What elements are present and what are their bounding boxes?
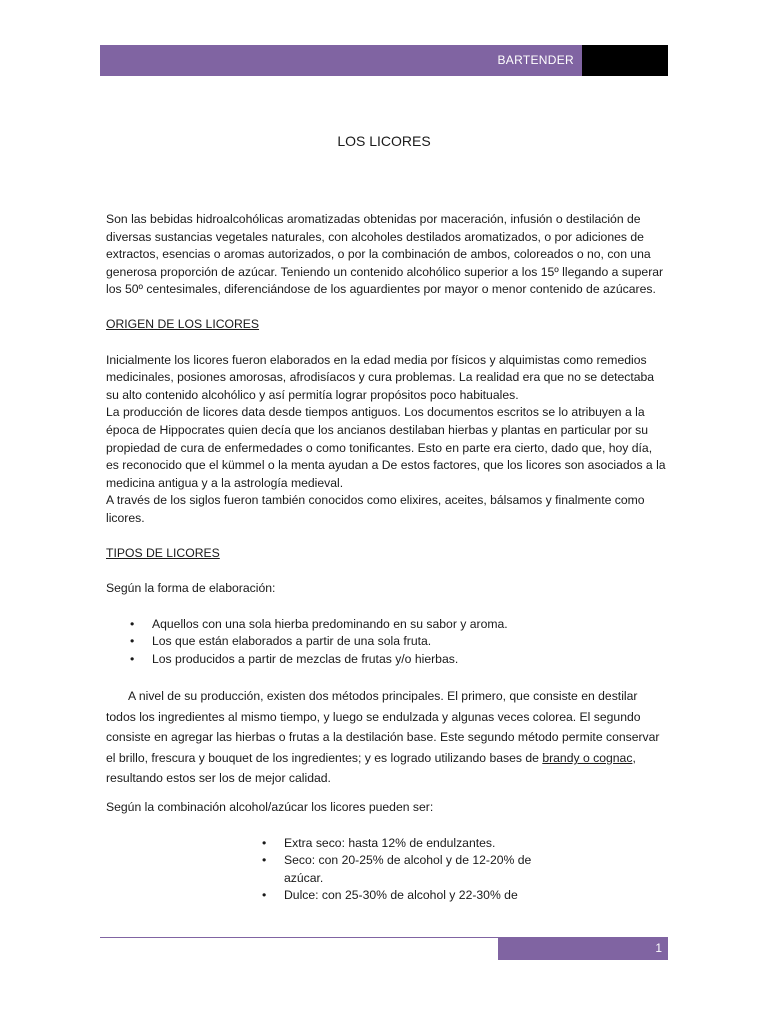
origen-paragraph-1: Inicialmente los licores fueron elaborados en la edad media por físicos y alquimistas como remedios medicinales, posiones amorosas, afrodisíacos y cura problemas. La realidad era que no se detectaba su alto contenido alcohólico y así permitía lograr propósitos poco habituales. [106, 352, 655, 402]
origen-heading: ORIGEN DE LOS LICORES [106, 316, 260, 331]
header-black-block [582, 45, 668, 76]
footer-box [498, 938, 668, 960]
list-item: • Los que están elaborados a partir de una sola fruta. [106, 633, 666, 651]
header-label: BARTENDER [497, 53, 574, 67]
origen-paragraph-3: A través de los siglos fueron también conocidos como elixires, aceites, bálsamos y finalmente como licores. [106, 493, 645, 525]
combinacion-intro: Según la combinación alcohol/azúcar los licores pueden ser: [106, 799, 434, 814]
list-item: • Los producidos a partir de mezclas de frutas y/o hierbas. [106, 651, 666, 669]
tipos-intro: Según la forma de elaboración: [106, 581, 276, 596]
list-item: • Aquellos con una sola hierba predominando en su sabor y aroma. [106, 616, 666, 634]
document-body [106, 211, 666, 905]
produccion-paragraph [106, 686, 666, 789]
list-item: • Extra seco: hasta 12% de endulzantes. [260, 835, 540, 853]
produccion-text-a: A nivel de su producción, existen dos métodos principales. El primero, que consiste en destilar todos los ingredientes al mismo tiempo, y luego se endulzada y algunas veces colorea. El segundo consiste en agregar las hierbas o frutas a la destilación base. Este segundo método permite conservar el brillo, frescura y bouquet de los ingredientes; y es logrado utilizando bases de [106, 689, 660, 765]
elaboracion-list [106, 616, 666, 669]
combinacion-list [260, 835, 540, 905]
list-item: • Dulce: con 25-30% de alcohol y 22-30% de [260, 887, 540, 905]
tipos-heading: TIPOS DE LICORES [106, 545, 220, 560]
header-bar [100, 45, 668, 76]
produccion-text-b: , resultando estos ser los de mejor calidad. [106, 750, 636, 786]
intro-paragraph: Son las bebidas hidroalcohólicas aromatizadas obtenidas por maceración, infusión o destilación de diversas sustancias vegetales naturales, con alcoholes destilados aromatizados, o por adiciones de extractos, esencias o aromas autorizados, o por la combinación de ambos, coloreados o no, con una generosa proporción de azúcar. Teniendo un contenido alcohólico superior a los 15º llegando a superar los 50º centesimales, diferenciándose de los aguardientes por mayor o menor contenido de azúcares. [106, 212, 664, 297]
page-number: 1 [655, 941, 662, 955]
list-item: • Seco: con 20-25% de alcohol y de 12-20% de azúcar. [260, 852, 540, 887]
brandy-cognac-link[interactable]: brandy o cognac [542, 750, 633, 765]
page-title: LOS LICORES [337, 133, 431, 149]
header-band [100, 45, 582, 76]
origen-paragraph-2: La producción de licores data desde tiempos antiguos. Los documentos escritos se lo atribuyen a la época de Hippocrates quien decía que los ancianos destilaban hierbas y plantas en particular por su propiedad de cura de enfermedades o como tonificantes. Esto en parte era cierto, dado que, hoy día, es reconocido que el kümmel o la menta ayudan a De estos factores, que los licores son asociados a la medicina antigua y a la astrología medieval. [106, 405, 666, 490]
